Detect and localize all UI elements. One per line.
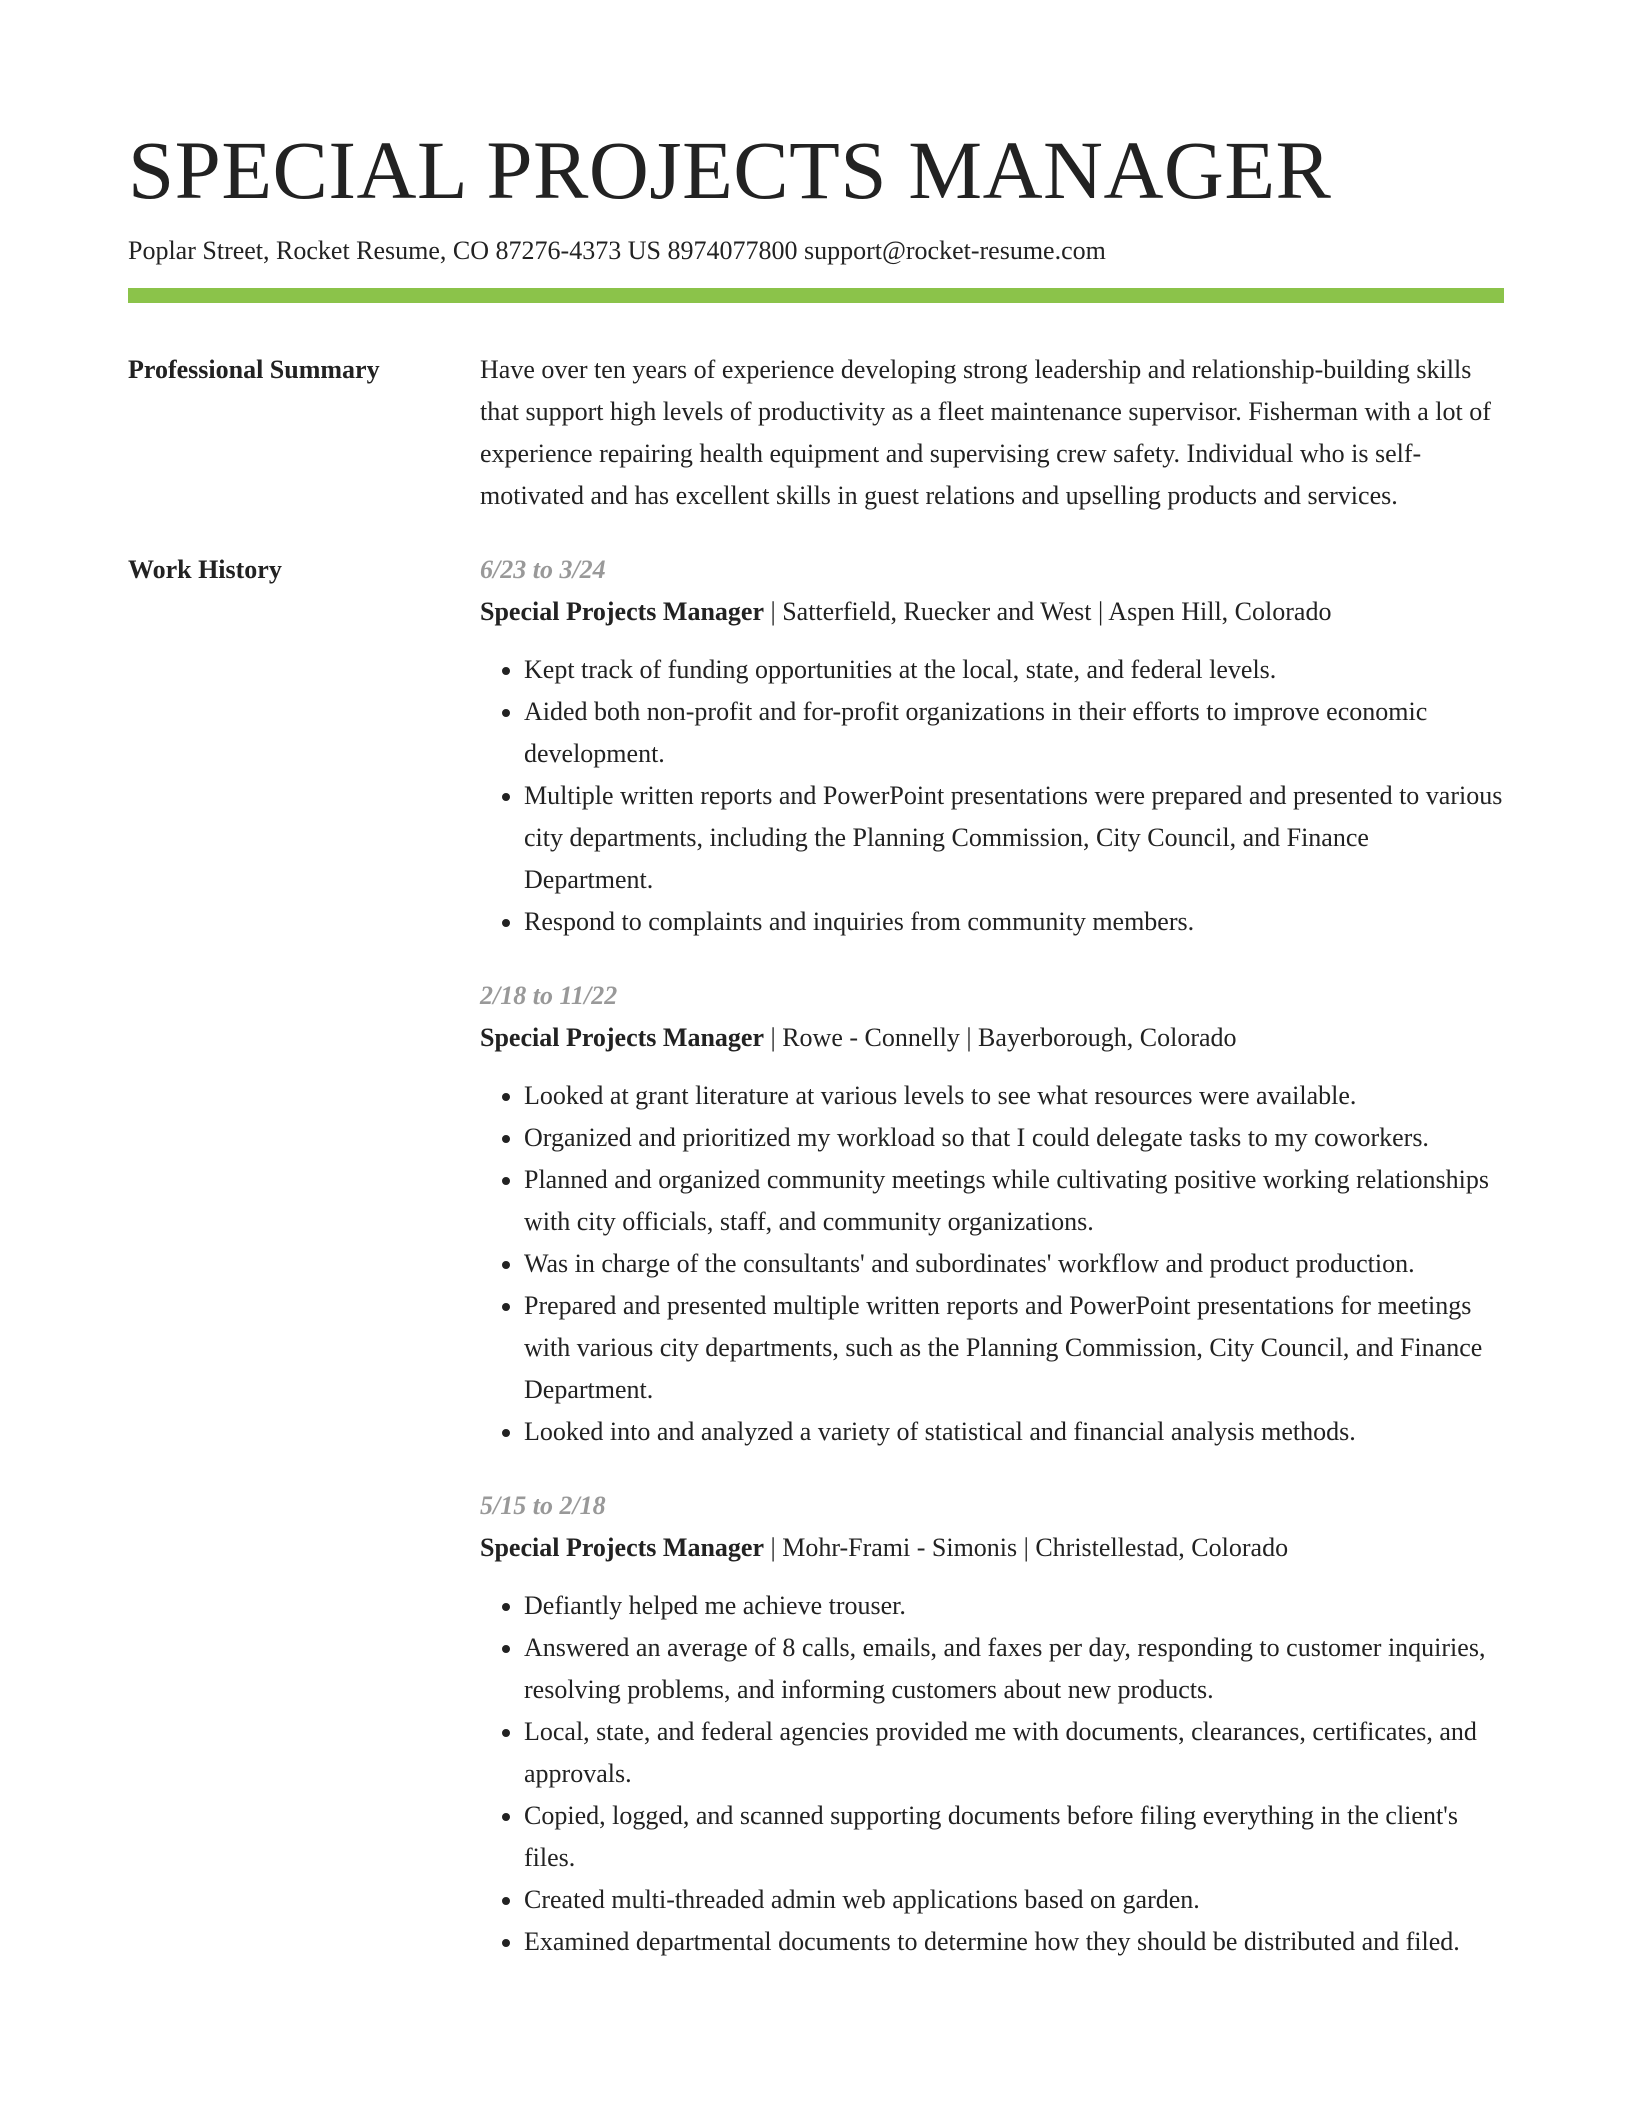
- list-item: • Created multi-threaded admin web applications based on garden.: [524, 1879, 1504, 1921]
- job-entry: [480, 1485, 1504, 1963]
- job-company-location: | Satterfield, Ruecker and West | Aspen Hill, Colorado: [770, 597, 1332, 626]
- list-item: • Organized and prioritized my workload so that I could delegate tasks to my coworkers.: [524, 1117, 1504, 1159]
- job-bullets: [480, 1075, 1504, 1453]
- work-history-section: [128, 549, 1504, 1963]
- job-title-line: [480, 1527, 1504, 1569]
- list-item: • Examined departmental documents to determine how they should be distributed and filed.: [524, 1921, 1504, 1963]
- contact-address: Poplar Street, Rocket Resume, CO 87276-4373 US: [128, 236, 661, 265]
- contact-phone: 8974077800: [667, 236, 798, 265]
- job-title-line: [480, 591, 1504, 633]
- resume-page: [128, 120, 1504, 1963]
- contact-email: support@rocket-resume.com: [803, 236, 1106, 265]
- job-role: Special Projects Manager: [480, 1023, 764, 1052]
- section-label-summary: Professional Summary: [128, 355, 380, 384]
- job-list: [480, 549, 1504, 1963]
- list-item: • Looked at grant literature at various levels to see what resources were available.: [524, 1075, 1504, 1117]
- list-item: • Defiantly helped me achieve trouser.: [524, 1585, 1504, 1627]
- job-dates: 5/15 to 2/18: [480, 1491, 606, 1520]
- list-item: • Local, state, and federal agencies provided me with documents, clearances, certificates, and approvals.: [524, 1711, 1504, 1795]
- job-title-line: [480, 1017, 1504, 1059]
- job-role: Special Projects Manager: [480, 1533, 764, 1562]
- summary-section: [128, 349, 1504, 517]
- list-item: • Answered an average of 8 calls, emails, and faxes per day, responding to customer inquiries, resolving problems, and informing customers about new products.: [524, 1627, 1504, 1711]
- job-dates: 6/23 to 3/24: [480, 555, 606, 584]
- job-dates: 2/18 to 11/22: [480, 981, 618, 1010]
- header-divider: [128, 288, 1504, 303]
- job-entry: [480, 549, 1504, 943]
- summary-text: Have over ten years of experience developing strong leadership and relationship-building skills that support high levels of productivity as a fleet maintenance supervisor. Fisherman with a lot of experience repairing health equipment and supervising crew safety. Individual who is self-motivated and has excellent skills in guest relations and upselling products and services.: [480, 355, 1491, 510]
- list-item: • Prepared and presented multiple written reports and PowerPoint presentations for meetings with various city departments, such as the Planning Commission, City Council, and Finance Department.: [524, 1285, 1504, 1411]
- list-item: • Kept track of funding opportunities at the local, state, and federal levels.: [524, 649, 1504, 691]
- job-company-location: | Rowe - Connelly | Bayerborough, Colorado: [770, 1023, 1237, 1052]
- job-company-location: | Mohr-Frami - Simonis | Christellestad, Colorado: [770, 1533, 1289, 1562]
- list-item: • Respond to complaints and inquiries from community members.: [524, 901, 1504, 943]
- list-item: • Was in charge of the consultants' and subordinates' workflow and product production.: [524, 1243, 1504, 1285]
- list-item: • Aided both non-profit and for-profit organizations in their efforts to improve economic development.: [524, 691, 1504, 775]
- job-entry: [480, 975, 1504, 1453]
- page-title: SPECIAL PROJECTS MANAGER: [128, 124, 1332, 216]
- list-item: • Copied, logged, and scanned supporting documents before filing everything in the client's files.: [524, 1795, 1504, 1879]
- list-item: • Looked into and analyzed a variety of statistical and financial analysis methods.: [524, 1411, 1504, 1453]
- job-bullets: [480, 1585, 1504, 1963]
- job-bullets: [480, 649, 1504, 943]
- section-label-work-history: Work History: [128, 555, 282, 584]
- contact-line: [128, 234, 1504, 268]
- list-item: • Multiple written reports and PowerPoint presentations were prepared and presented to various city departments, including the Planning Commission, City Council, and Finance Department.: [524, 775, 1504, 901]
- job-role: Special Projects Manager: [480, 597, 764, 626]
- list-item: • Planned and organized community meetings while cultivating positive working relationships with city officials, staff, and community organizations.: [524, 1159, 1504, 1243]
